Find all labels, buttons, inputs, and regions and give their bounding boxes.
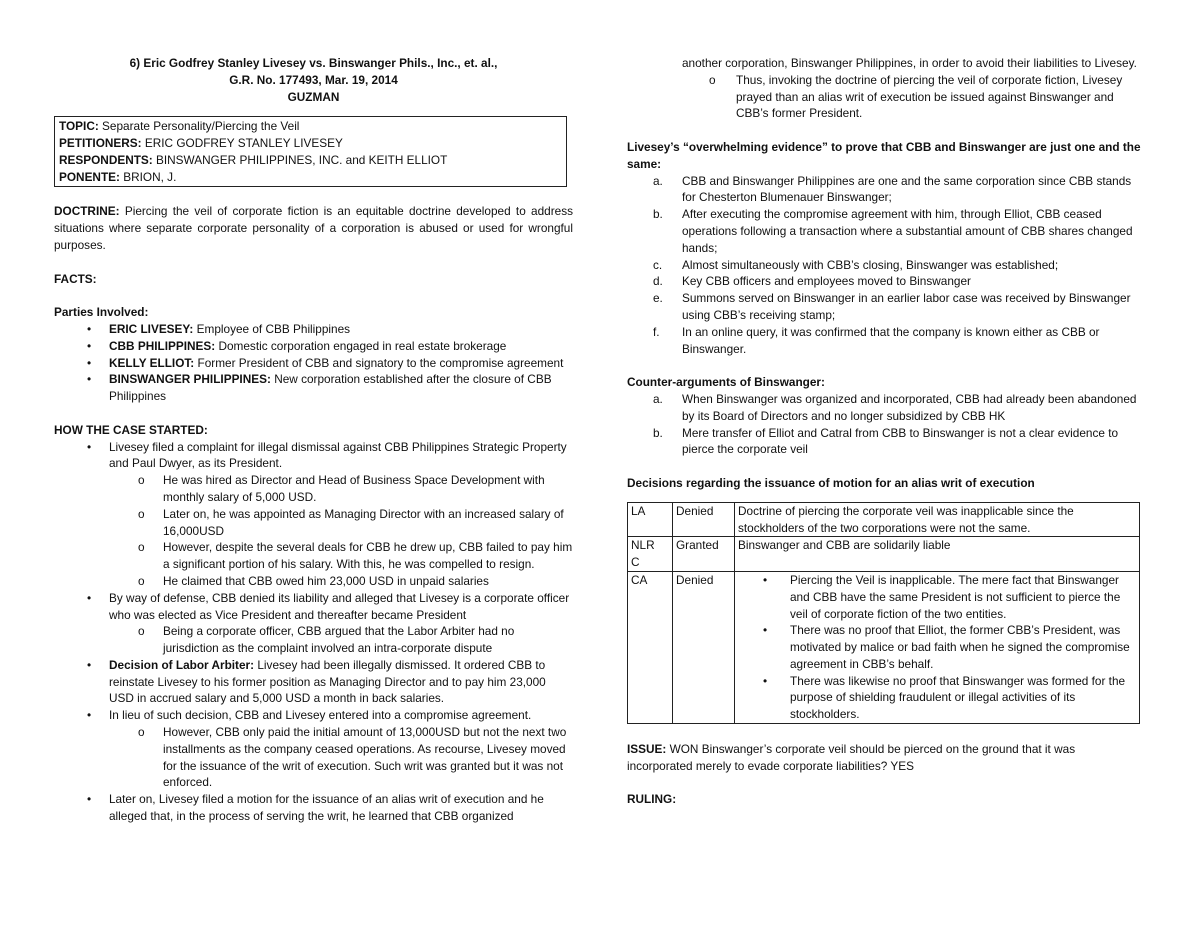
case-author: GUZMAN xyxy=(287,89,340,104)
issue-paragraph: ISSUE: WON Binswanger’s corporate veil should be pierced on the ground that it was incorporated merely to evade corporate liabilities? YES xyxy=(627,741,1076,773)
bullet-icon: • xyxy=(87,439,92,454)
table-cell-reason xyxy=(735,571,1140,723)
ponente-row: PONENTE: BRION, J. xyxy=(59,169,177,184)
circle-bullet-icon: o xyxy=(138,540,145,555)
bullet-icon: • xyxy=(87,590,92,605)
bullet-icon: • xyxy=(763,623,768,638)
parties-heading: Parties Involved: xyxy=(54,305,149,320)
table-row xyxy=(628,537,1140,572)
list-item: • By way of defense, CBB denied its liability and alleged that Livesey is a corporate officer who was elected as Vice President and thereafter became President xyxy=(87,590,570,622)
circle-bullet-icon: o xyxy=(138,573,145,588)
continued-text: another corporation, Binswanger Philippines, in order to avoid their liabilities to Livesey. xyxy=(682,56,1137,70)
bullet-icon: • xyxy=(763,673,768,688)
evidence-heading: Livesey’s “overwhelming evidence” to prove that CBB and Binswanger are just one and the same: xyxy=(627,139,1141,171)
bullet-icon: • xyxy=(87,321,92,336)
counter-item: b. Mere transfer of Elliot and Catral from CBB to Binswanger is not a clear evidence to pierce the corporate veil xyxy=(653,425,1119,457)
evidence-item: d. Key CBB officers and employees moved to Binswanger xyxy=(653,274,971,289)
circle-bullet-icon: o xyxy=(138,725,145,740)
counter-arguments-heading: Counter-arguments of Binswanger: xyxy=(627,375,825,390)
evidence-item: a. CBB and Binswanger Philippines are one and the same corporation since CBB stands for Chesterton Blumenauer Binswanger; xyxy=(653,173,1132,205)
ruling-heading: RULING: xyxy=(627,792,677,807)
bullet-icon: • xyxy=(87,792,92,807)
sub-list-item: o Being a corporate officer, CBB argued that the Labor Arbiter had no jurisdiction as the complaint involved an intra-corporate dispute xyxy=(138,624,515,656)
decisions-heading: Decisions regarding the issuance of motion for an alias writ of execution xyxy=(627,475,1035,490)
evidence-item: c. Almost simultaneously with CBB’s closing, Binswanger was established; xyxy=(653,257,1059,272)
circle-bullet-icon: o xyxy=(709,72,716,87)
petitioners-row: PETITIONERS: ERIC GODFREY STANLEY LIVESEY xyxy=(59,136,343,151)
circle-bullet-icon: o xyxy=(138,624,145,639)
party-item: • CBB PHILIPPINES: Domestic corporation engaged in real estate brokerage xyxy=(87,338,507,353)
evidence-item: b. After executing the compromise agreement with him, through Elliot, CBB ceased operations following a transaction where a substantial amount of CBB shares changed hands; xyxy=(653,207,1133,255)
table-row xyxy=(628,502,1140,537)
counter-item: a. When Binswanger was organized and incorporated, CBB had already been abandoned by its Board of Directors and no longer subsidized by CBB HK xyxy=(653,391,1137,423)
list-item: • Later on, Livesey filed a motion for the issuance of an alias writ of execution and he alleged that, in the process of serving the writ, he learned that CBB organized xyxy=(87,792,544,824)
doctrine-paragraph: DOCTRINE: Piercing the veil of corporate fiction is an equitable doctrine developed to address situations where separate corporate personality of a corporation is abused or used for wrongful purposes. xyxy=(54,204,574,252)
bullet-icon: • xyxy=(87,355,92,370)
sub-list-item: o Later on, he was appointed as Managing Director with an increased salary of 16,000USD xyxy=(138,506,564,538)
case-title-line-1: 6) Eric Godfrey Stanley Livesey vs. Binswanger Phils., Inc., et. al., xyxy=(129,56,498,70)
topic-row: TOPIC: Separate Personality/Piercing the Veil xyxy=(59,119,300,134)
circle-bullet-icon: o xyxy=(138,473,145,488)
table-cell-action: Denied xyxy=(673,571,735,723)
sub-list-item: o However, despite the several deals for CBB he drew up, CBB failed to pay him a significant portion of his salary. With this, he was compelled to resign. xyxy=(138,540,573,572)
party-item: • KELLY ELLIOT: Former President of CBB and signatory to the compromise agreement xyxy=(87,355,564,370)
right-column xyxy=(627,0,1141,808)
list-item: • Piercing the Veil is inapplicable. The mere fact that Binswanger and CBB have the same President is not sufficient to pierce the veil of corporate fiction of the two entities. xyxy=(763,572,1121,621)
sub-list-item: o He claimed that CBB owed him 23,000 USD in unpaid salaries xyxy=(138,573,489,588)
bullet-icon: • xyxy=(87,372,92,387)
table-cell-reason: Doctrine of piercing the corporate veil was inapplicable since the stockholders of the two corporations were not the same. xyxy=(735,502,1140,537)
bullet-icon: • xyxy=(87,708,92,723)
table-cell-body: LA xyxy=(628,502,673,537)
case-info-box xyxy=(54,116,567,186)
how-case-started-heading: HOW THE CASE STARTED: xyxy=(54,422,208,437)
party-item: • ERIC LIVESEY: Employee of CBB Philippines xyxy=(87,321,351,336)
list-item: • In lieu of such decision, CBB and Livesey entered into a compromise agreement. xyxy=(87,708,532,723)
left-column xyxy=(54,0,573,825)
bullet-icon: • xyxy=(87,338,92,353)
list-item: • Decision of Labor Arbiter: Livesey had been illegally dismissed. It ordered CBB to reinstate Livesey to his former position as Managing Director and to pay him 23,000 USD in accrued salary and 5,000 USD a month in back salaries. xyxy=(87,657,546,706)
table-cell-action: Granted xyxy=(673,537,735,572)
facts-heading: FACTS: xyxy=(54,271,97,286)
evidence-item: f. In an online query, it was confirmed that the company is known either as CBB or Binswanger. xyxy=(653,324,1100,356)
bullet-icon: • xyxy=(87,657,92,672)
case-gr-number: G.R. No. 177493, Mar. 19, 2014 xyxy=(229,72,398,87)
respondents-row: RESPONDENTS: BINSWANGER PHILIPPINES, INC. and KEITH ELLIOT xyxy=(59,152,448,167)
bullet-icon: • xyxy=(763,572,768,587)
table-cell-action: Denied xyxy=(673,502,735,537)
table-cell-body: NLR C xyxy=(628,537,673,572)
list-item: • There was no proof that Elliot, the former CBB’s President, was motivated by malice or bad faith when he signed the compromise agreement in CBB’s behalf. xyxy=(763,623,1130,671)
decisions-table xyxy=(627,502,1140,724)
case-title xyxy=(54,55,573,105)
sub-list-item: o Thus, invoking the doctrine of piercing the veil of corporate fiction, Livesey prayed than an alias writ of execution be issued against Binswanger and CBB’s former President. xyxy=(709,72,1123,121)
circle-bullet-icon: o xyxy=(138,506,145,521)
list-item: • Livesey filed a complaint for illegal dismissal against CBB Philippines Strategic Property and Paul Dwyer, as its President. xyxy=(87,439,567,471)
table-cell-body: CA xyxy=(628,571,673,723)
table-row xyxy=(628,571,1140,723)
sub-list-item: o He was hired as Director and Head of Business Space Development with monthly salary of 5,000 USD. xyxy=(138,473,545,504)
party-item: • BINSWANGER PHILIPPINES: New corporation established after the closure of CBB Philippines xyxy=(87,372,552,404)
table-cell-reason: Binswanger and CBB are solidarily liable xyxy=(735,537,1140,572)
list-item: • There was likewise no proof that Binswanger was formed for the purpose of shielding fraudulent or illegal activities of its stockholders. xyxy=(763,673,1126,722)
sub-list-item: o However, CBB only paid the initial amount of 13,000USD but not the next two installments as the company ceased operations. As recourse, Livesey moved for the issuance of the writ of execution. Such writ was granted but it was not enforced. xyxy=(138,725,567,790)
evidence-item: e. Summons served on Binswanger in an earlier labor case was received by Binswanger using CBB’s receiving stamp; xyxy=(653,291,1131,322)
